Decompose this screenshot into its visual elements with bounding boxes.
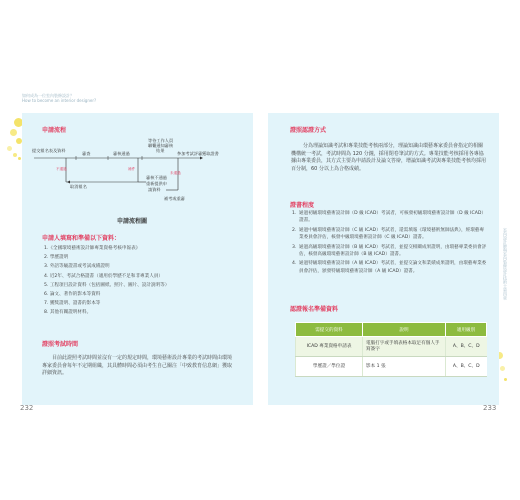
step-wait-line2: 聯繫通知審核 (148, 143, 174, 148)
list-item: 2. 通過中級環境藝術設計師（C 級 ICAD）考試者，還需填報《環境藝術無師法典》，經環藝專業委員會評估，核發中級環境藝術設計師（C 級 ICAD）證書。 (292, 227, 485, 241)
table-cell: ICAD 專業資格申請表 (296, 337, 363, 357)
exam-time-text: 目前此證照考試時間並沒有一定的規定時間，環境藝術設計專業的考試時間由環境專家委員會每年不定期組織，其具體時間必須由考生自己關注「中致教育信息網」獲取詳細資訊。 (42, 355, 233, 377)
step-submit-line1: 提交報名表及資料 (32, 148, 66, 153)
list-item: 6. 論文、著作的影本等資料 (44, 292, 101, 298)
application-flowchart (30, 130, 230, 210)
table-header: 說明 (363, 323, 446, 337)
list-item: 7. 獲獎證明、證書的影本等 (44, 301, 101, 307)
table-cell: 學歷證／學位證 (296, 357, 363, 377)
list-item: 5. 工程項目設計資料（包括圖紙、照片、圖片、設計說明等） (44, 282, 170, 288)
documents-table (295, 322, 487, 377)
header-title-en: How to become an interior designer? (22, 98, 97, 103)
table-cell: 影本 1 張 (363, 357, 446, 377)
table-header-row (296, 323, 487, 337)
step-wait-line3: 結果 (156, 148, 165, 153)
step-cancel: 取消報名 (70, 184, 87, 189)
method-text: 分為理論知識考試和專業技能考核兩部分，理論知識由環藝專家委員會指定的相關機構統一考試，考試時間為 120 分鐘，採用閉卷筆試的方式。專業技能考核採用各專協據由專業委員，其方式主要為申請設計及論文答辯，增論知識考試與專業技能考核均採用百分制，60 分以上為合格成績。 (291, 143, 487, 172)
table-header: 需提交的資料 (296, 323, 363, 337)
page-number-left: 232 (20, 404, 34, 412)
documents-section-title: 認證報名準備資料 (290, 306, 339, 313)
step-wait-line1: 等待工作人員 (148, 138, 174, 143)
list-item: 8. 其他有關證明材料。 (44, 310, 92, 316)
label-resubmit: 補件 (128, 167, 136, 171)
list-item: 3. 外語等級證書或考試成績證明 (44, 264, 110, 270)
method-section-title: 證照認證方式 (290, 127, 327, 134)
flow-section-title: 申請流程 (42, 127, 67, 134)
docs-section-title: 申請人填寫和準備以下資料： (42, 235, 121, 242)
step-fail: 審核不通過 (146, 175, 167, 180)
list-item: 4. 近2年、考試合格證書（適用於學歷不足和非專業人員） (44, 273, 164, 279)
step-certificate: 獲取證書 (202, 151, 219, 156)
table-cell: A、B、C、D (446, 337, 487, 357)
table-row (296, 357, 487, 377)
cert-level-section-title: 證書程度 (290, 202, 315, 209)
step-retake: 補考或重審 (164, 196, 185, 201)
list-item: 1. 通過初級環境藝術設計師（D 級 ICAD）考試者，可核發初級環境藝術設計師（D 級 ICAD）證書。 (292, 211, 486, 224)
list-item: 3. 通過高級環境藝術設計師（B 級 ICAD）考試者，並提交相關成果證明，由環藝專業委員會評估，核發高級環境藝術設計師（B 級 ICAD）證書。 (292, 244, 487, 258)
table-cell: A、B、C、D (446, 357, 487, 377)
docs-list (44, 244, 169, 318)
step-resubmit-line2: 請資料 (148, 187, 161, 192)
page-number-right: 233 (483, 404, 497, 412)
cert-level-list (292, 210, 488, 277)
running-header (22, 93, 96, 103)
table-row (296, 337, 487, 357)
header-title-zh: 如何成為一位室內裝修設計？ (22, 93, 74, 98)
label-notpass: 未通過 (170, 171, 181, 175)
step-approved: 審核通過 (113, 151, 130, 156)
list-item: 1.《全國環境藝術設計師專業資格考核申報表》 (44, 246, 141, 251)
flowchart-caption: 申請流程圖 (117, 218, 148, 225)
list-item: 2. 學歷證明 (44, 255, 69, 261)
table-header: 適用級別 (446, 323, 487, 337)
list-item: 4. 通過特級環境藝術設計師（A 級 ICAD）考試者，並提交論文和業績成果證明，由環藝專業委員會評估，頒發特級環境藝術設計師（A 級 ICAD）證書。 (292, 261, 487, 274)
step-exam: 參加考試評審 (177, 151, 203, 156)
label-fail: 不通過 (56, 167, 67, 171)
exam-time-section-title: 證照考試時間 (42, 341, 79, 348)
table-cell: 電腦打字或手填表格本取足有個人手寫簽字 (363, 337, 446, 357)
chapter-side-label: 室內設計師與室內裝修設計技術士第四章 (503, 228, 508, 300)
step-resubmit-line1: 重新提供申 (146, 181, 167, 186)
step-review: 審查 (82, 151, 91, 156)
